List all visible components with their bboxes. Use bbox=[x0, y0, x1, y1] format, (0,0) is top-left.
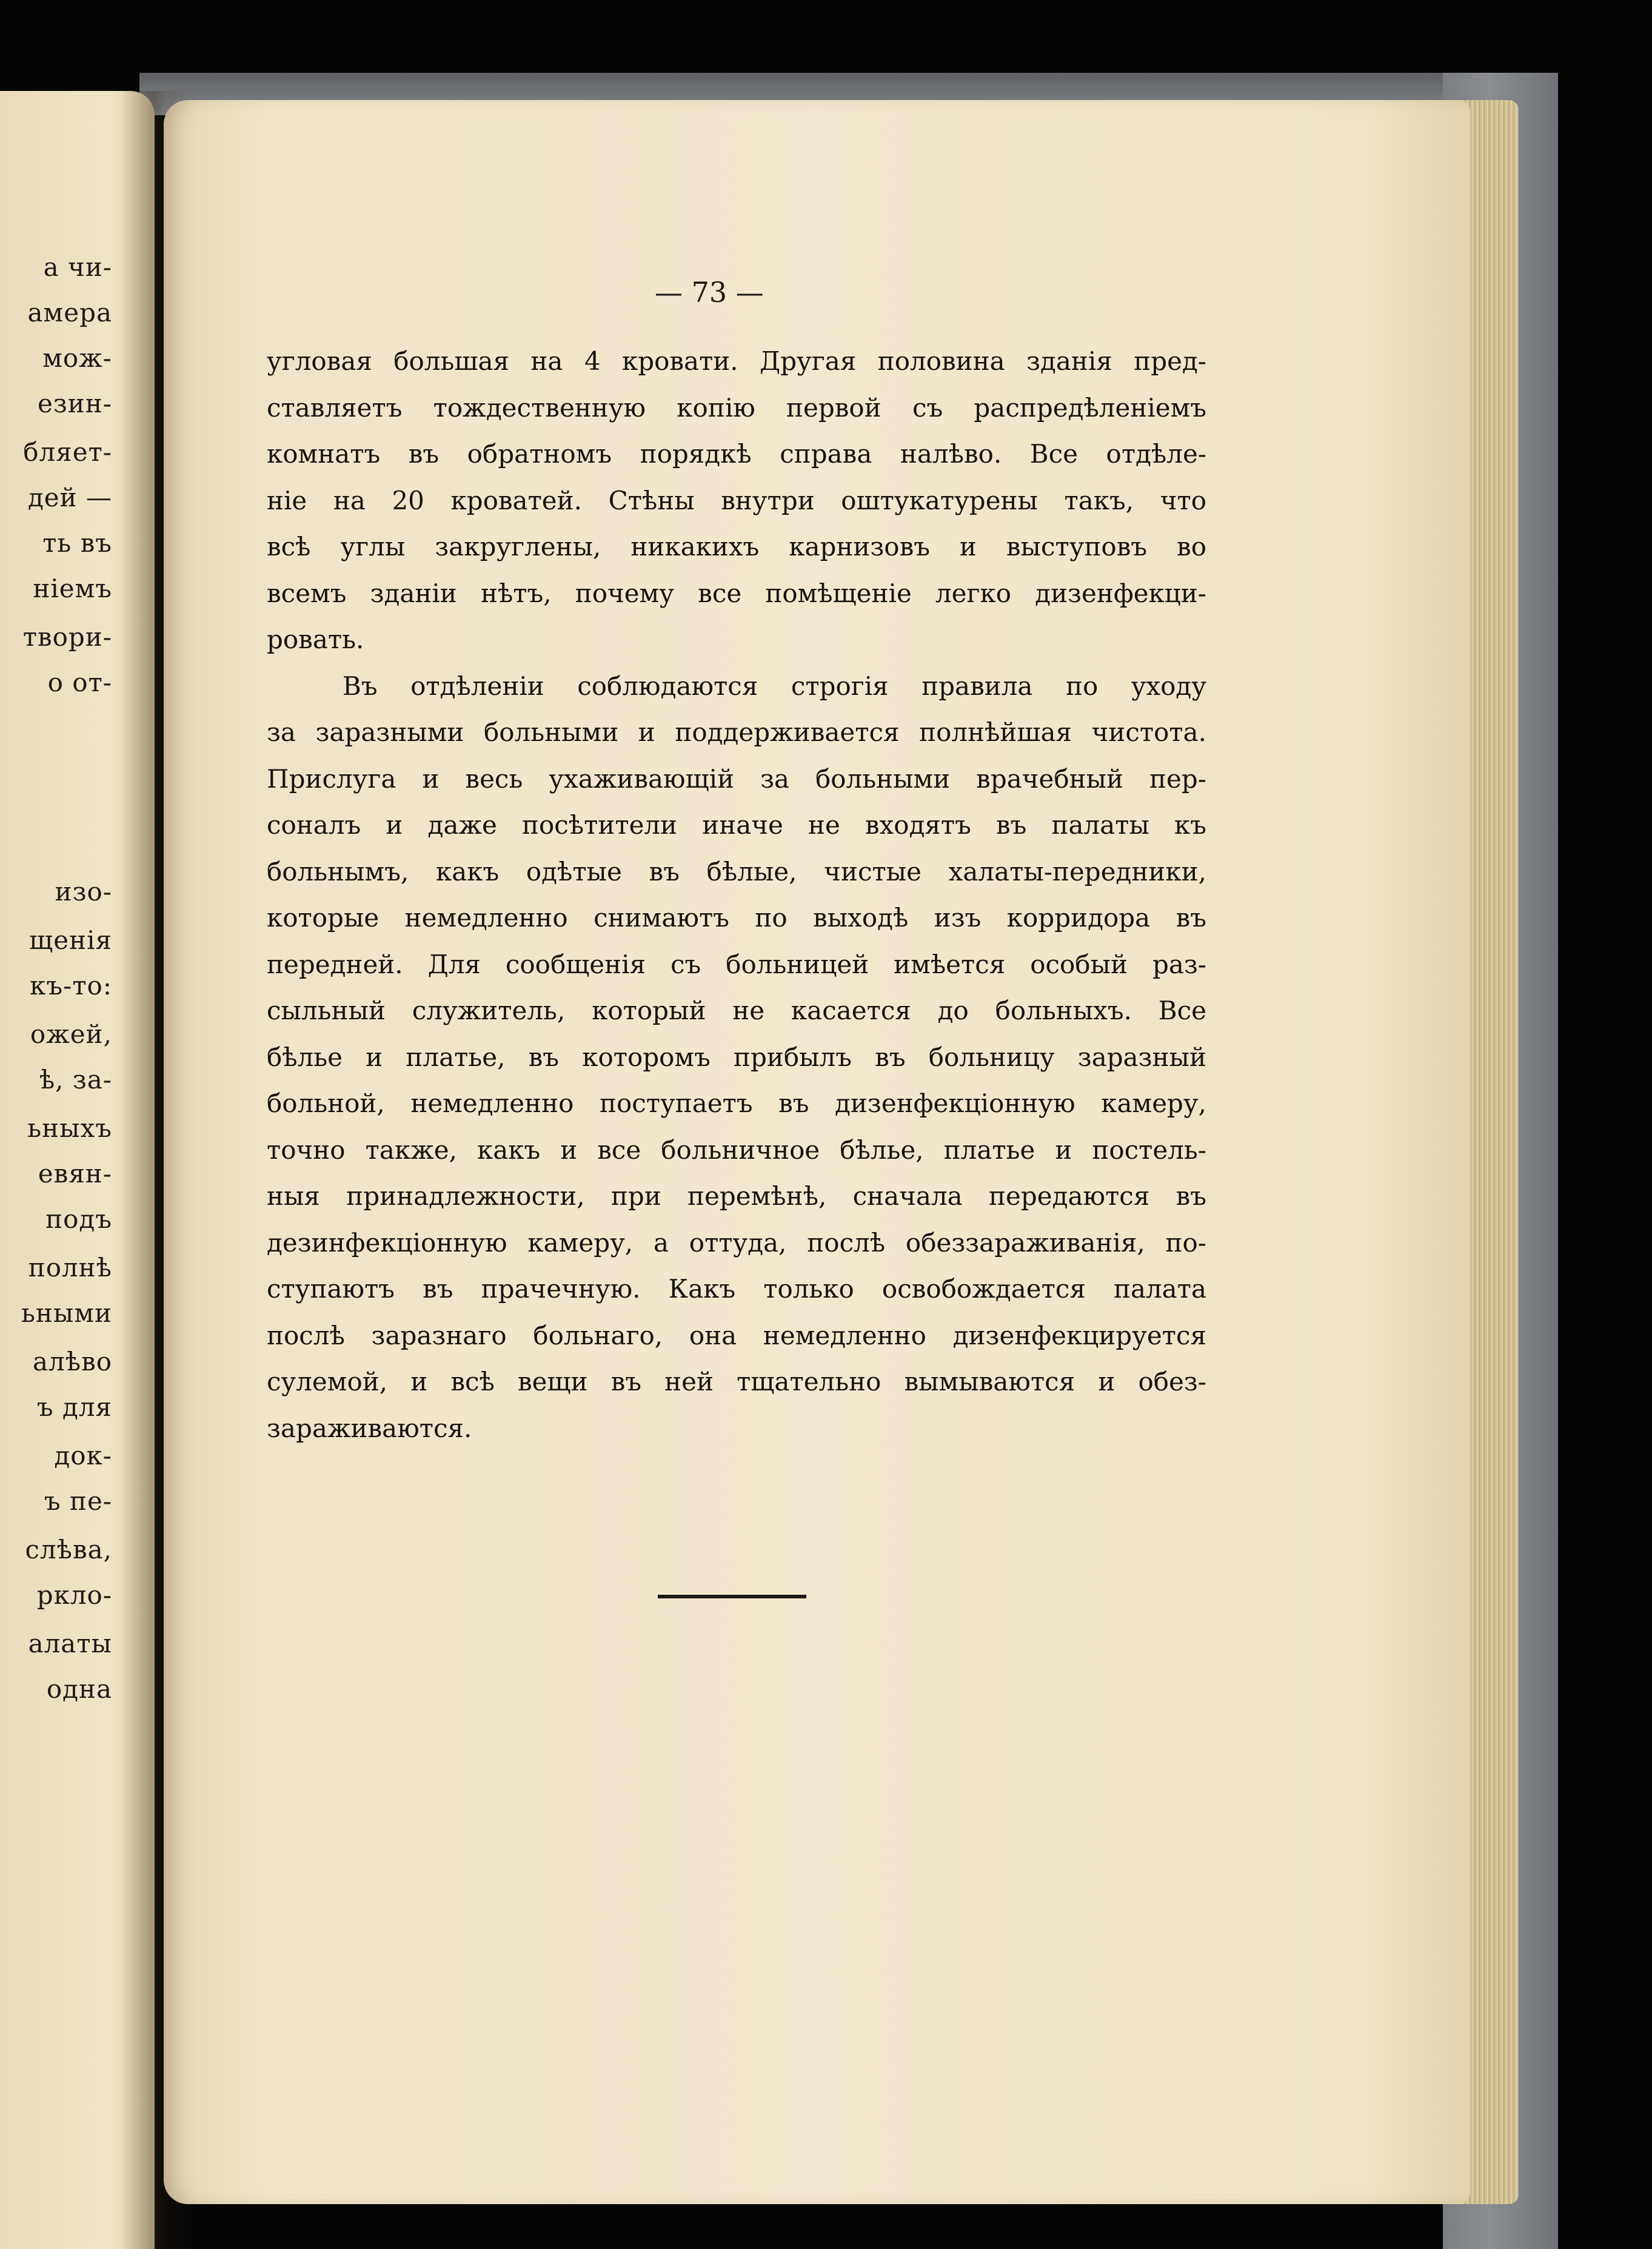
text-line: ставляетъ тождественную копію первой съ распредѣленіемъ bbox=[267, 393, 1206, 423]
text-line: сыльный служитель, который не касается до больныхъ. Все bbox=[267, 996, 1206, 1025]
left-page-fragment: дей — bbox=[27, 483, 112, 512]
text-line: всѣ углы закруглены, никакихъ карнизовъ и выступовъ во bbox=[267, 532, 1206, 561]
text-line: ровать. bbox=[267, 625, 364, 654]
text-line: зараживаются. bbox=[267, 1413, 472, 1443]
left-page-fragment: о от- bbox=[47, 668, 112, 697]
text-line: ніе на 20 кроватей. Стѣны внутри оштукатурены такъ, что bbox=[267, 486, 1206, 515]
text-line: всемъ зданіи нѣтъ, почему все помѣщеніе легко дизенфекци- bbox=[267, 578, 1206, 608]
left-page-fragment: ть въ bbox=[42, 528, 112, 558]
left-page-fragment: твори- bbox=[22, 622, 112, 652]
left-page-fragment: мож- bbox=[42, 343, 112, 373]
text-line: Прислуга и весь ухаживающій за больными врачебный пер- bbox=[267, 764, 1206, 794]
left-page-fragment: щенія bbox=[29, 925, 112, 955]
left-page-fragment: алѣво bbox=[33, 1347, 112, 1376]
left-page-fragment: одна bbox=[46, 1674, 112, 1704]
left-page-fragment: изо- bbox=[55, 877, 112, 907]
text-line: комнатъ въ обратномъ порядкѣ справа налѣво. Все отдѣле- bbox=[267, 439, 1206, 469]
text-line: дезинфекціонную камеру, а оттуда, послѣ обеззараживанія, по- bbox=[267, 1228, 1206, 1258]
left-page-fragment: ѣ, за- bbox=[39, 1065, 112, 1094]
left-page-fragment: ожей, bbox=[30, 1019, 112, 1049]
left-page-fragment: подъ bbox=[45, 1204, 112, 1234]
left-page-fragment: ьныхъ bbox=[27, 1113, 112, 1143]
left-page-fragment: полнѣ bbox=[28, 1253, 112, 1282]
left-page-fragment: ьными bbox=[21, 1298, 112, 1328]
left-page-fragment: алаты bbox=[28, 1629, 112, 1658]
left-page-fragment: амера bbox=[27, 298, 112, 327]
left-page-fragment: ркло- bbox=[36, 1580, 112, 1610]
end-rule bbox=[658, 1595, 806, 1598]
text-line: передней. Для сообщенія съ больницей имѣется особый раз- bbox=[267, 950, 1206, 979]
left-page-fragment: къ-то: bbox=[30, 971, 112, 1000]
text-line: угловая большая на 4 кровати. Другая половина зданія пред- bbox=[267, 346, 1206, 376]
left-page-fragment: ъ пе- bbox=[44, 1486, 112, 1516]
left-page-fragment: ніемъ bbox=[33, 574, 112, 603]
text-line: больной, немедленно поступаетъ въ дизенфекціонную камеру, bbox=[267, 1088, 1206, 1118]
text-line: за заразными больными и поддерживается полнѣйшая чистота. bbox=[267, 717, 1206, 747]
text-line: бѣлье и платье, въ которомъ прибылъ въ больницу заразный bbox=[267, 1042, 1206, 1072]
text-line: Въ отдѣленіи соблюдаются строгія правила по уходу bbox=[343, 671, 1206, 701]
text-line: послѣ заразнаго больнаго, она немедленно дизенфекцируется bbox=[267, 1321, 1206, 1350]
text-line: точно также, какъ и все больничное бѣлье, платье и постель- bbox=[267, 1135, 1206, 1165]
text-line: сулемой, и всѣ вещи въ ней тщательно вымываются и обез- bbox=[267, 1367, 1206, 1396]
text-line: которые немедленно снимаютъ по выходѣ изъ корридора въ bbox=[267, 903, 1206, 933]
text-line: ступаютъ въ прачечную. Какъ только освобождается палата bbox=[267, 1274, 1206, 1304]
text-line: больнымъ, какъ одѣтые въ бѣлые, чистые халаты-передники, bbox=[267, 857, 1206, 887]
left-page-fragment: слѣва, bbox=[25, 1535, 112, 1564]
left-page-fragment: евян- bbox=[38, 1159, 112, 1188]
text-line: ныя принадлежности, при перемѣнѣ, сначала передаются въ bbox=[267, 1181, 1206, 1211]
page-number: — 73 — bbox=[655, 276, 764, 309]
left-page-fragment: а чи- bbox=[43, 252, 112, 282]
left-page-fragment: бляет- bbox=[23, 437, 112, 467]
left-page-fragment: езин- bbox=[38, 389, 112, 418]
text-line: соналъ и даже посѣтители иначе не входятъ въ палаты къ bbox=[267, 810, 1206, 840]
left-page-fragment: ъ для bbox=[36, 1392, 112, 1422]
left-page-fragment: док- bbox=[54, 1441, 112, 1470]
